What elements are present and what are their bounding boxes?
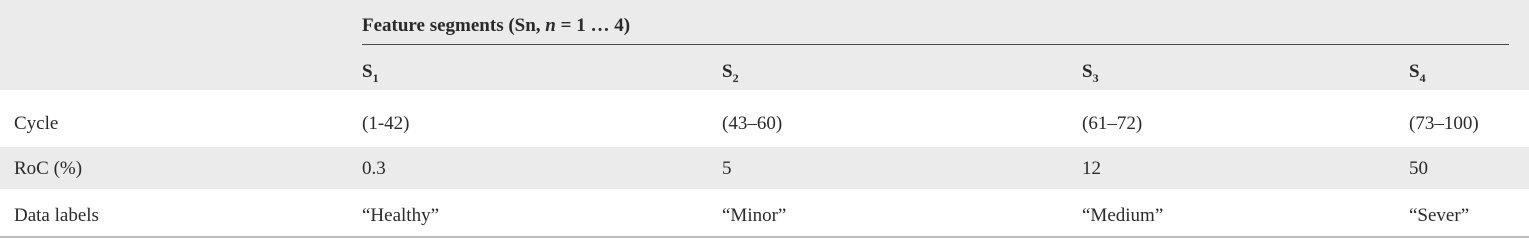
label-s3: “Medium” xyxy=(1082,205,1164,226)
row-label-data-labels: Data labels xyxy=(14,205,99,226)
label-s4: “Sever” xyxy=(1409,205,1470,226)
cycle-s3: (61–72) xyxy=(1082,113,1143,134)
cycle-s4: (73–100) xyxy=(1409,113,1479,134)
label-s2: “Minor” xyxy=(722,205,787,226)
label-s1: “Healthy” xyxy=(362,205,440,226)
segment-header-s4: $S_4$ xyxy=(1409,61,1426,85)
group-header xyxy=(362,14,630,38)
group-header-rule xyxy=(362,44,1509,45)
roc-s2: 5 xyxy=(722,158,732,179)
roc-s4: 50 xyxy=(1409,158,1428,179)
row-label-roc: RoC (%) xyxy=(14,158,83,179)
group-header-suffix: = 1 … 4) xyxy=(555,15,631,36)
roc-s3: 12 xyxy=(1082,158,1101,179)
cycle-s1: (1-42) xyxy=(362,113,410,134)
segment-header-s3: $S_3$ xyxy=(1082,61,1099,85)
segment-header-s2: $S_2$ xyxy=(722,61,739,85)
header-band xyxy=(0,0,1529,90)
table-bottom-rule xyxy=(0,236,1529,238)
roc-s1: 0.3 xyxy=(362,158,386,179)
cycle-s2: (43–60) xyxy=(722,113,783,134)
group-header-variable: n xyxy=(545,15,556,36)
segment-header-s1: $S_1$ xyxy=(362,61,379,85)
group-header-prefix: Feature segments (Sn, xyxy=(362,15,546,36)
row-label-cycle: Cycle xyxy=(14,113,59,134)
row-shading xyxy=(0,147,1529,189)
